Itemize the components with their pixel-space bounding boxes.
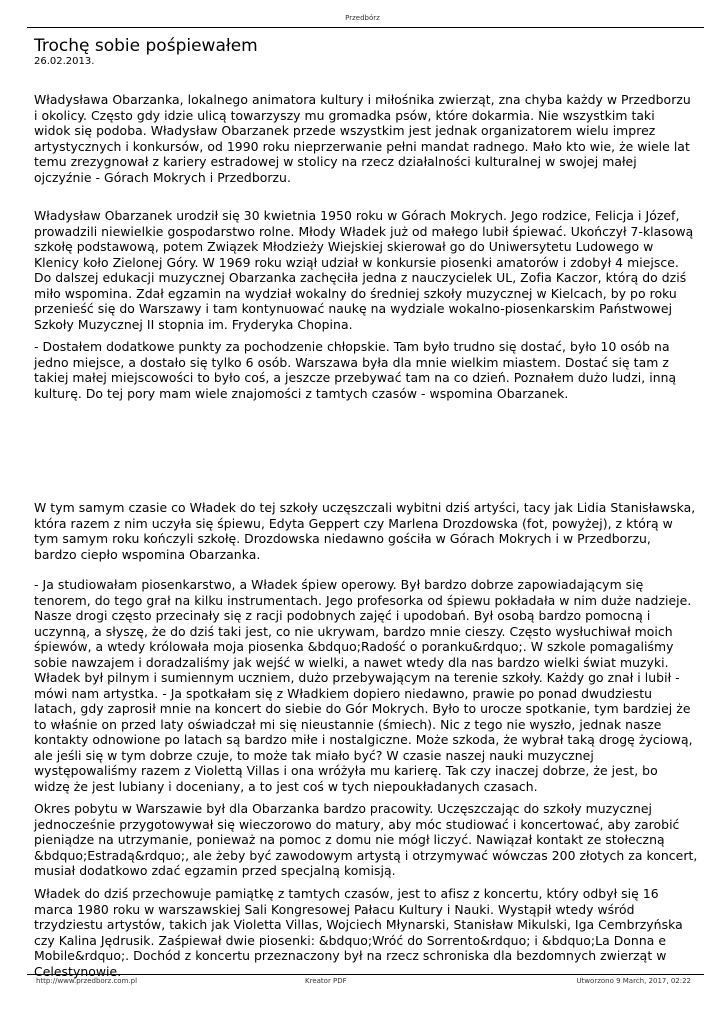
paragraph-line: Do dalszej edukacji muzycznej Obarzanka zachęciła jedna z nauczycielek UL, Zofia Kaczor, którą do dziś: [34, 270, 687, 285]
article-date: 26.02.2013.: [34, 56, 95, 67]
paragraph-line: Władysława Obarzanka, lokalnego animatora kultury i miłośnika zwierząt, zna chyba każdy w Przedborzu: [34, 92, 691, 107]
paragraph-line: przenieść się do Warszawy i tam kontynuować naukę na wydziale wokalno-piosenkarskim Państwowej: [34, 301, 673, 316]
paragraph-line: mówi nam artystka. - Ja spotkałam się z Władkiem dopiero niedawno, prawie po ponad dwudziestu: [34, 685, 653, 701]
paragraph-line: występowaliśmy razem z Violettą Villas i ona wróżyła mu karierę. Tak czy inaczej dobrze, że jest, bo: [34, 763, 658, 778]
footer-creator: Kreator PDF: [305, 977, 347, 985]
paragraph-line: to właśnie on przed laty oświadczał mi się nieustannie (śmiech). Nic z tego nie wyszło, jednak nasze: [34, 716, 662, 732]
paragraph-line: miło wspomina. Zdał egzamin na wydział wokalny do średniej szkoły muzycznej w Kielcach, by po roku: [34, 285, 677, 301]
paragraph-line: Władysław Obarzanek urodził się 30 kwietnia 1950 roku w Górach Mokrych. Jego rodzice, Felicja i Józef,: [34, 208, 680, 223]
paragraph-line: Nasze drogi często przecinały się z racji podobnych zajęć i upodobań. Był osobą bardzo pomocną i: [34, 608, 651, 623]
paragraph-line: takiej małej miejscowości to było coś, a jeszcze przebywać tam na co dzień. Poznałem dużo ludzi, inną: [34, 370, 677, 385]
paragraph-line: trzydziestu artystów, takich jak Violetta Villas, Wojciech Młynarski, Stanisław Mikulski, Iga Cembrzyńska: [34, 917, 683, 932]
article-title: Trochę sobie pośpiewałem: [34, 36, 258, 56]
paragraph-line: sobie nawzajem i doradzaliśmy jak wejść w wielki, a nawet wtedy dla nas bardzo wielki świat muzyki.: [34, 654, 669, 670]
paragraph-line: tenorem, do tego grał na kilku instrumentach. Jego profesorka od śpiewu pokładała w nim duże nadzieje.: [34, 592, 692, 608]
paragraph-line: Władek do dziś przechowuje pamiątkę z tamtych czasów, jest to afisz z koncertu, który odbył się 16: [34, 886, 659, 901]
paragraph-line: musiał dodatkowo zdać egzamin przed specjalną komisją.: [34, 863, 396, 878]
footer-created-date: Utworzono 9 March, 2017, 02:22: [576, 977, 691, 985]
paragraph-line: jednocześnie przygotowywał się wieczorowo do matury, aby móc studiować i koncertować, aby zarobić: [34, 816, 680, 832]
paragraph-line: Władek był pilnym i sumiennym uczniem, dużo przebywającym na terenie szkoły. Każdy go znał i lubił -: [34, 670, 680, 685]
paragraph-line: - Dostałem dodatkowe punkty za pochodzenie chłopskie. Tam było trudno się dostać, było 10 osób na: [34, 339, 670, 354]
paragraph-line: która razem z nim uczyła się śpiewu, Edyta Geppert czy Marlena Drozdowska (fot, powyżej), z którą w: [34, 515, 673, 531]
paragraph-line: W tym samym czasie co Władek do tej szkoły uczęszczali wybitni dziś artyści, tacy jak Lidia Stanisławska,: [34, 500, 696, 515]
paragraph-line: prowadzili niewielkie gospodarstwo rolne. Młody Władek już od małego lubił śpiewać. Ukończył 7-klasową: [34, 223, 694, 239]
paragraph-line: Klenicy koło Zielonej Góry. W 1969 roku wziął udział w konkursie piosenki amatorów i zdobył 4 miejsce.: [34, 254, 679, 270]
paragraph-line: latach, gdy zaprosił mnie na koncert do siebie do Gór Mokrych. Było to urocze spotkanie, tym bardziej że: [34, 701, 691, 716]
paragraph-line: czy Kalina Jędrusik. Zaśpiewał dwie piosenki: &bdquo;Wróć do Sorrento&rdquo; i &bdquo;La Donna e: [34, 932, 667, 948]
paragraph-line: jedno miejsce, a dostało się tylko 6 osób. Warszawa była dla mnie wielkim miastem. Dostać się tam z: [34, 354, 669, 370]
paragraph-line: Szkoły Muzycznej II stopnia im. Fryderyka Chopina.: [34, 316, 353, 332]
paragraph-warsaw-period: [34, 801, 714, 879]
paragraph-line: temu zrezygnował z kariery estradowej w stolicy na rzecz działalności kulturalnej w swojej małej: [34, 154, 637, 169]
paragraph-line: tym samym roku kończyli szkołę. Drozdowska niedawno gościła w Górach Mokrych i w Przedborzu,: [34, 531, 651, 546]
paragraph-line: artystycznych i konkursów, od 1990 roku nieprzerwanie pełni mandat radnego. Mało kto wie, że wiele lat: [34, 138, 690, 154]
paragraph-line: Celestynowie.: [34, 963, 122, 979]
paragraph-line: Mobile&rdquo;. Dochód z koncertu przeznaczony był na rzecz schroniska dla bezdomnych zwierząt w: [34, 948, 667, 963]
paragraph-concert-poster: [34, 886, 714, 979]
footer-divider: [27, 974, 704, 975]
footer-site-url[interactable]: http://www.przedborz.com.pl: [36, 977, 138, 985]
paragraph-line: kontakty odnowione po latach są bardzo miłe i nostalgiczne. Może szkoda, że wybrał taką drogę życiową,: [34, 732, 693, 747]
paragraph-quote-drozdowska: [34, 577, 714, 794]
paragraph-line: uczynną, a słyszę, że do dziś taki jest, co nie ukrywam, bardzo mnie cieszy. Często wysłuchiwał moich: [34, 623, 673, 639]
paragraph-quote-obarzanek: [34, 339, 714, 401]
paragraph-line: ojczyźnie - Górach Mokrych i Przedborzu.: [34, 169, 291, 185]
paragraph-intro: [34, 92, 714, 185]
paragraph-line: - Ja studiowałam piosenkarstwo, a Władek śpiew operowy. Był bardzo dobrze zapowiadającym się: [34, 577, 644, 592]
paragraph-schoolmates: [34, 500, 714, 562]
paragraph-line: Okres pobytu w Warszawie był dla Obarzanka bardzo pracowity. Uczęszczając do szkoły muzycznej: [34, 801, 653, 816]
paragraph-biography: [34, 208, 714, 332]
paragraph-line: śpiewów, a wtedy królowała moja piosenka &bdquo;Radość o poranku&rdquo;. W szkole pomagaliśmy: [34, 639, 674, 654]
paragraph-line: kulturę. Do tej pory mam wiele znajomości z tamtych czasów - wspomina Obarzanek.: [34, 385, 569, 401]
paragraph-line: widzę że jest lubiany i doceniany, a to jest coś w tych niepoukładanych czasach.: [34, 778, 538, 794]
paragraph-line: widok się podoba. Władysław Obarzanek przede wszystkim jest jednak organizatorem wielu imprez: [34, 123, 656, 138]
paragraph-line: szkołę podstawową, potem Związek Młodzieży Wiejskiej skierował go do Uniwersytetu Ludowego w: [34, 239, 654, 254]
paragraph-line: ale jeśli się w tym dobrze czuje, to może tak miało być? W czasie naszej nauki muzycznej: [34, 747, 594, 763]
running-header: Przedbórz: [345, 14, 380, 22]
paragraph-line: i okolicy. Często gdy idzie ulicą towarzyszy mu gromadka psów, które dokarmia. Nie wszystkim taki: [34, 107, 655, 123]
paragraph-line: pieniądze na utrzymanie, ponieważ na pomoc z domu nie mógł liczyć. Nawiązał kontakt ze stołeczną: [34, 832, 665, 847]
paragraph-line: bardzo ciepło wspomina Obarzanka.: [34, 546, 261, 562]
paragraph-line: &bdquo;Estradą&rdquo;, ale żeby być zawodowym artystą i otrzymywać wówczas 200 złotych za koncert,: [34, 847, 698, 863]
header-divider: [27, 27, 704, 28]
paragraph-line: marca 1980 roku w warszawskiej Sali Kongresowej Pałacu Kultury i Nauki. Wystąpił wtedy wśród: [34, 901, 635, 917]
